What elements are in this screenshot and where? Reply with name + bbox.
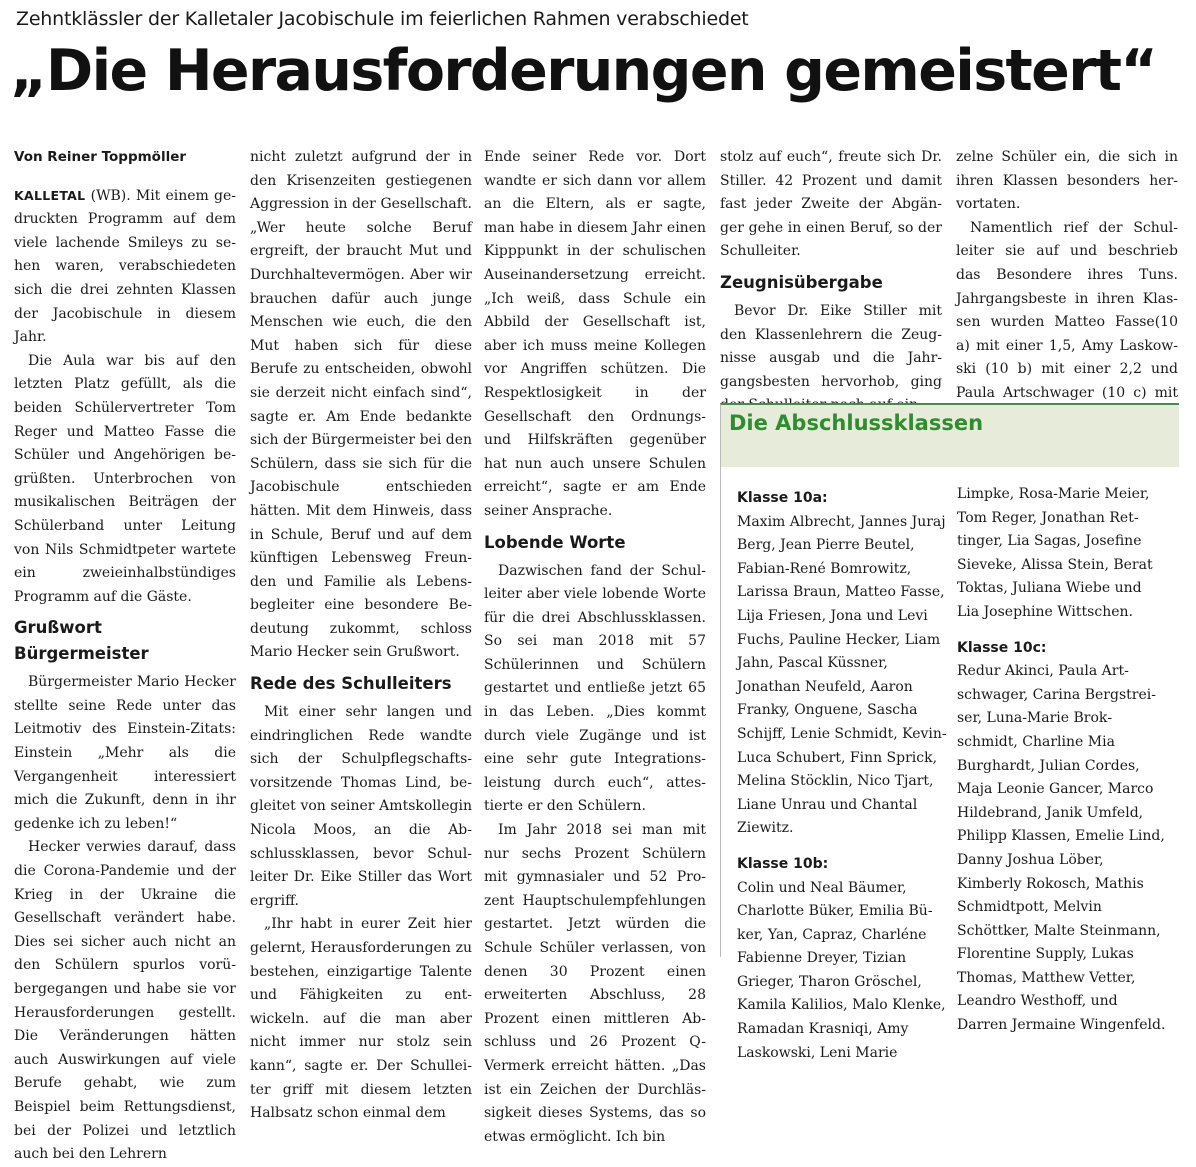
- column-3: [484, 146, 706, 1149]
- graduates-infobox: [720, 403, 1179, 1061]
- subheading: Rede des Schulleiters: [250, 674, 452, 694]
- column-1: [14, 146, 236, 1167]
- article-headline: „Die Herausforderungen gemeistert“: [10, 38, 1157, 104]
- dateline: KALLETAL: [14, 187, 86, 203]
- column-2: [250, 146, 472, 1126]
- subheading: Grußwort Bürgermeister: [14, 618, 149, 664]
- class-label-10a: Klasse 10a:: [737, 490, 828, 506]
- paragraph: Im Jahr 2018 sei man mit nur sechs Prozent Schülern mit gymnasialer und 52 Prozent Hauptschulempfehlungen gestartet. Jetzt würden die Schule Schüler verlassen, von denen 30 Prozent einen erweiterten Abschluss, 28 Prozent einen mittleren Abschluss und 26 Prozent Q-Vermerk erreicht hätten. „Das ist ein Zeichen der Durchlässigkeit dieses Systems, das so etwas ermöglicht. Ich bin: [484, 822, 706, 1145]
- paragraph: [14, 184, 236, 350]
- subheading: Zeugnisübergabe: [720, 272, 883, 292]
- paragraph: Mit einer sehr langen und eindringlichen Rede wandte sich der Schulpflegschaftsvorsitzende Thomas Lind, begleitet von seiner Amtskollegin Nicola Moos, an die Abschlussklassen, bevor Schulleiter Dr. Eike Stiller das Wort ergriff.: [250, 704, 472, 909]
- paragraph: Dazwischen fand der Schulleiter aber viele lobende Worte für die drei Abschlussklassen. So sei man 2018 mit 57 Schülerinnen und Schülern gestartet und entließe jetzt 65 in das Leben. „Dies kommt durch viele Zugänge und ist eine sehr gute Integrationsleistung durch euch“, attestierte er den Schülern.: [484, 562, 706, 815]
- byline: Von Reiner Toppmöller: [14, 149, 187, 165]
- paragraph: Hecker verwies darauf, dass die Corona-Pandemie und der Krieg in der Ukraine die Gesellschaft verändert habe. Dies sei sicher auch nicht an den Schülern spurlos vorübergegangen und habe sie vor Herausforderungen gestellt. Die Veränderungen hätten auch Auswirkungen auf viele Berufe gehabt, wie zum Beispiel beim Rettungsdienst, bei der Polizei und letztlich auch bei den Lehrern: [14, 839, 236, 1163]
- subheading: Lobende Worte: [484, 532, 626, 552]
- paragraph: zelne Schüler ein, die sich in ihren Klassen besonders hervortaten.: [956, 149, 1178, 213]
- class-label-10b: Klasse 10b:: [737, 855, 829, 872]
- paragraph: „Ihr habt in eurer Zeit hier gelernt, Herausforderungen zu bestehen, einzigartige Talente und Fähigkeiten zu entwickeln. auf die man aber nicht immer nur stolz sein kann“, sagte er. Der Schulleiter griff mit diesem letzten Halbsatz schon einmal dem: [250, 916, 472, 1122]
- class-label-10c: Klasse 10c:: [957, 639, 1047, 656]
- infobox-column-2: [957, 483, 1167, 1038]
- paragraph: Namentlich rief der Schulleiter sie auf und beschrieb das Besondere ihres Tuns. Jahrgangsbeste in ihren Klassen wurden Matteo Fasse(10 a) mit einer 1,5, Amy Laskowski (10 b) mit einer 2,2 und Paula Artschwager (10 c) mit: [956, 219, 1178, 401]
- article-kicker: Zehntklässler der Kalletaler Jacobischule im feierlichen Rahmen verabschiedet: [16, 8, 749, 30]
- column-4: [720, 146, 942, 418]
- paragraph: Bevor Dr. Eike Stiller mit den Klassenlehrern die Zeugnisse ausgab und die Jahrgangsbesten hervorhob, ging: [720, 302, 942, 390]
- class-list-10b-continued: Limpke, Rosa-Marie Meier, Tom Reger, Jonathan Rettinger, Lia Sagas, Josefine Sieveke, Alissa Stein, Berat Toktas, Juliana Wiebe und Lia Josephine Wittschen.: [957, 486, 1153, 620]
- paragraph: Ende seiner Rede vor. Dort wandte er sich dann vor allem an die Eltern, als er sagte, man habe in diesem Jahr einen Kipppunkt in der schulischen Auseinandersetzung erreicht. „Ich weiß, dass Schule ein Abbild der Gesellschaft ist, aber ich muss meine Kollegen vor Angriffen schützen. Die Respektlosigkeit in der Gesellschaft den Ordnungs- und Hilfskräften gegenüber hat nun auch unsere Schulen erreicht“, sagte er am Ende seiner Ansprache.: [484, 149, 706, 519]
- class-list-10c: Redur Akinci, Paula Artschwager, Carina Bergstreiser, Luna-Marie Brokschmidt, Charline Mia Burghardt, Julian Cordes, Maja Leonie Gancer, Marco Hildebrand, Janik Umfeld, Philipp Klassen, Emelie Lind, Danny Joshua Löber, Kimberly Rokosch, Mathis Schmidtpott, Melvin Schöttker, Malte Steinmann, Florentine Supply, Lukas Thomas, Matthew Vetter, Leandro Westhoff, und Darren Jermaine Wingenfeld.: [957, 663, 1166, 1034]
- class-list-10a: Maxim Albrecht, Jannes Juraj Berg, Jean Pierre Beutel, Fabian-René Bomrowitz, Larissa Braun, Matteo Fasse, Lija Friesen, Jona und Levi Fuchs, Pauline Hecker, Liam Jahn, Pascal Küssner, Jonathan Neufeld, Aaron Franky, Onguene, Sascha Schijff, Lenie Schmidt, Kevin-Luca Schubert, Finn Sprick, Melina Stöcklin, Nico Tjart, Liane Unrau und Chantal Ziewitz.: [737, 513, 947, 837]
- paragraph: Die Aula war bis auf den letzten Platz gefüllt, als die beiden Schülervertreter Tom Reger und Matteo Fasse die Schüler und Angehörigen begrüßten. Unterbrochen von musikalischen Beiträgen der Schülerband unter Leitung von Nils Schmidtpeter wartete ein zweieinhalbstündiges Programm auf die Gäste.: [14, 352, 236, 605]
- paragraph-text: (WB). Mit einem gedruckten Programm auf dem viele lachende Smileys zu sehen waren, verabschiedeten sich die drei zehnten Klassen der Jacobischule in diesem Jahr.: [14, 187, 236, 346]
- infobox-column-1: [737, 487, 947, 1065]
- paragraph: stolz auf euch“, freute sich Dr. Stiller. 42 Prozent und damit fast jeder Zweite der Abgänger gehe in einen Beruf, so der Schulleiter.: [720, 149, 942, 260]
- infobox-title: Die Abschlussklassen: [729, 411, 984, 435]
- paragraph: nicht zuletzt aufgrund der in den Krisenzeiten gestiegenen Aggression in der Gesellschaft. „Wer heute solche Beruf ergreift, der braucht Mut und Durchhaltevermögen. Aber wir brauchen dafür auch junge Menschen wie euch, die den Mut haben sich für diese Berufe zu entscheiden, obwohl sie derzeit nicht einfach sind“, sagte er. Am Ende bedankte sich der Bürgermeister bei den Schülern, dass sie sich für die Jacobischule entschieden hätten. Mit dem Hinweis, dass in Schule, Beruf und auf dem künftigen Lebensweg Freunden und Familie als Lebensbegleiter eine besondere Bedeutung zukommt, schloss Mario Hecker sein Grußwort.: [250, 149, 473, 661]
- infobox-header: [721, 405, 1179, 467]
- class-list-10b: Colin und Neal Bäumer, Charlotte Büker, Emilia Büker, Yan, Capraz, Charléne Fabienne Dreyer, Tizian Grieger, Tharon Gröschel, Kamila Kalilios, Malo Klenke, Ramadan Krasniqi, Amy Laskowski, Leni Marie: [737, 879, 946, 1061]
- column-5: [956, 146, 1178, 429]
- paragraph: Bürgermeister Mario Hecker stellte seine Rede unter das Leitmotiv des Einstein-Zitats: Einstein „Mehr als die Vergangenheit interessiert mich die Zukunft, denn in ihr gedenke ich zu leben!“: [14, 674, 236, 832]
